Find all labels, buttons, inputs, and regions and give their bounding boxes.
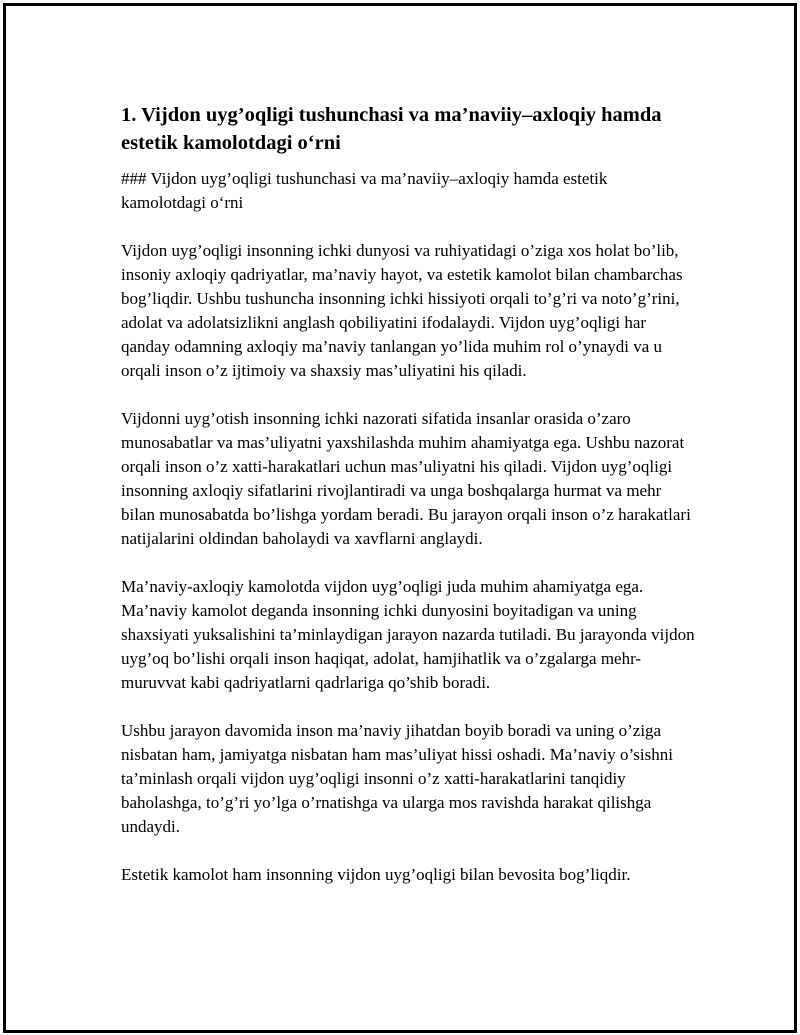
subheading-paragraph: ### Vijdon uyg’oqligi tushunchasi va ma’naviiy–axloqiy hamda estetik kamolotdagi o‘rni	[121, 169, 608, 212]
section-heading: 1. Vijdon uyg’oqligi tushunchasi va ma’naviiy–axloqiy hamda estetik kamolotdagi o‘rni	[121, 104, 662, 154]
body-paragraph: Vijdon uyg’oqligi insonning ichki dunyosi va ruhiyatidagi o’ziga xos holat bo’lib, insoniy axloqiy qadriyatlar, ma’naviy hayot, va estetik kamolot bilan chambarchas bog’liqdir. Ushbu tushuncha insonning ichki hissiyoti orqali to’g’ri va noto’g’rini, adolat va adolatsizlikni anglash qobiliyatini ifodalaydi. Vijdon uyg’oqligi har qanday odamning axloqiy ma’naviy tanlangan yo’lida muhim rol o’ynaydi va u orqali inson o’z ijtimoiy va shaxsiy mas’uliyatini his qiladi.	[121, 241, 683, 380]
body-paragraph: Estetik kamolot ham insonning vijdon uyg’oqligi bilan bevosita bog’liqdir.	[121, 865, 631, 884]
document-body	[121, 101, 696, 911]
body-paragraph: Ushbu jarayon davomida inson ma’naviy jihatdan boyib boradi va uning o’ziga nisbatan ham, jamiyatga nisbatan ham mas’uliyat hissi oshadi. Ma’naviy o’sishni ta’minlash orqali vijdon uyg’oqligi insonni o’z xatti-harakatlarini tanqidiy baholashga, to’g’ri yo’lga o’rnatishga va ularga mos ravishda harakat qilishga undaydi.	[121, 721, 673, 836]
page-frame	[3, 3, 797, 1033]
body-paragraph: Ma’naviy-axloqiy kamolotda vijdon uyg’oqligi juda muhim ahamiyatga ega. Ma’naviy kamolot deganda insonning ichki dunyosini boyitadigan va uning shaxsiyati yuksalishini ta’minlaydigan jarayon nazarda tutiladi. Bu jarayonda vijdon uyg’oq bo’lishi orqali inson haqiqat, adolat, hamjihatlik va o’zgalarga mehr-muruvvat kabi qadriyatlarni qadrlariga qo’shib boradi.	[121, 577, 695, 692]
body-paragraph: Vijdonni uyg’otish insonning ichki nazorati sifatida insanlar orasida o’zaro munosabatlar va mas’uliyatni yaxshilashda muhim ahamiyatga ega. Ushbu nazorat orqali inson o’z xatti-harakatlari uchun mas’uliyatni his qiladi. Vijdon uyg’oqligi insonning axloqiy sifatlarini rivojlantiradi va unga boshqalarga hurmat va mehr bilan munosabatda bo’lishga yordam beradi. Bu jarayon orqali inson o’z harakatlari natijalarini oldindan baholaydi va xavflarni anglaydi.	[121, 409, 691, 548]
